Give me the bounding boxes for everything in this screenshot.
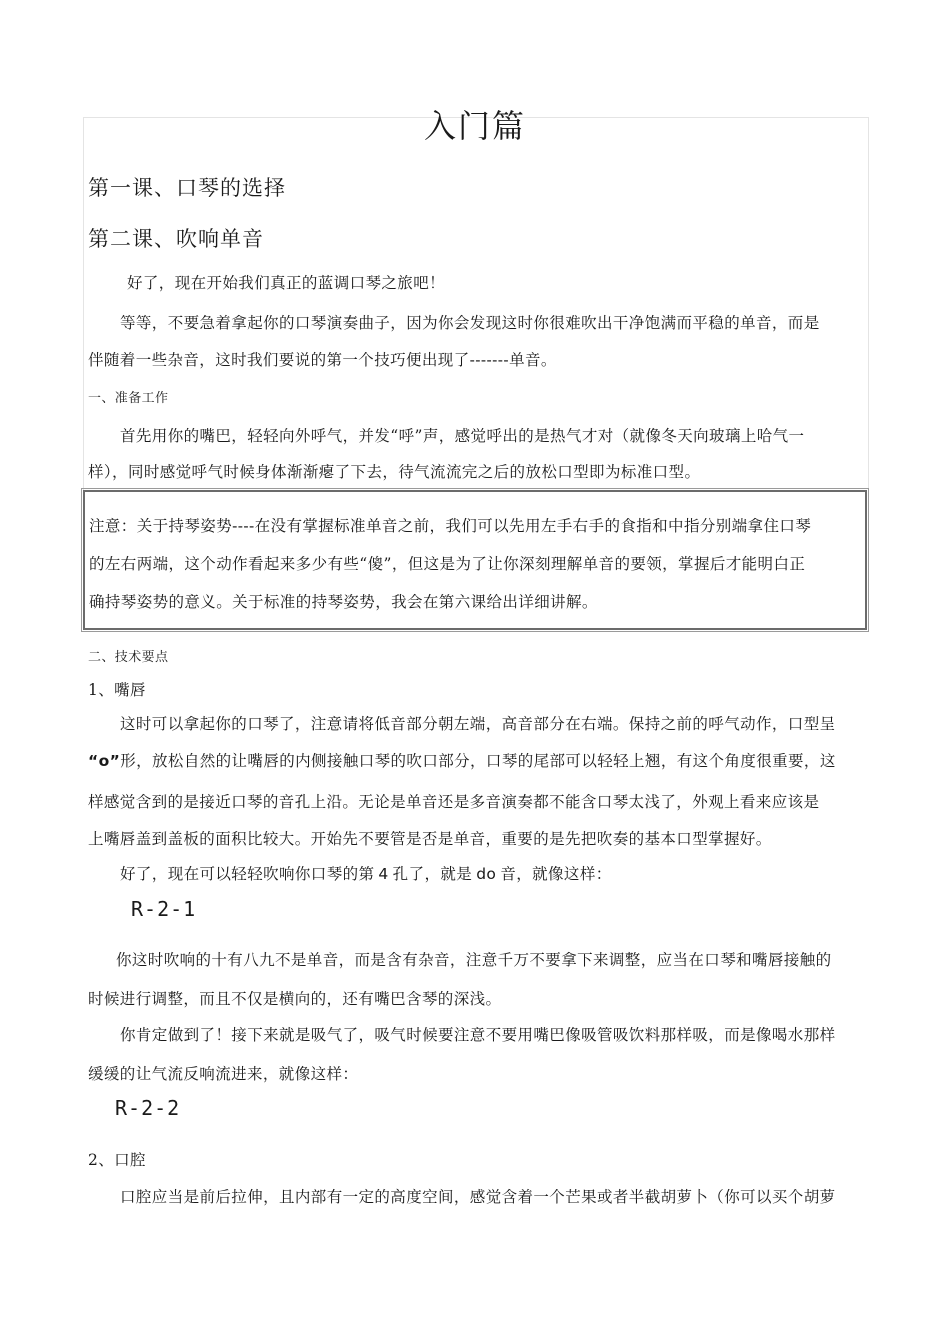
intro-line-2: 等等，不要急着拿起你的口琴演奏曲子，因为你会发现这时你很难吹出干净饱满而平稳的单音，而是 <box>120 314 820 332</box>
lips-line-2 <box>88 749 868 771</box>
draw-line-2: 缓缓的让气流反响流进来，就像这样： <box>88 1065 359 1083</box>
lesson-1-heading: 第一课、口琴的选择 <box>88 176 286 200</box>
lips-line-3: 样感觉含到的是接近口琴的音孔上沿。无论是单音还是多音演奏都不能含口琴太浅了，外观上看来应该是 <box>88 793 820 811</box>
tech-heading: 二、技术要点 <box>88 650 169 665</box>
o-shape-label: “o” <box>88 752 121 770</box>
lesson-2-heading: 第二课、吹响单音 <box>88 227 264 251</box>
prep-heading: 一、准备工作 <box>88 391 169 406</box>
tab-notation-draw: R-2-2 <box>115 1096 181 1120</box>
mouth-line-1: 口腔应当是前后拉伸，且内部有一定的高度空间，感觉含着一个芒果或者半截胡萝卜（你可以买个胡萝 <box>120 1188 836 1206</box>
tab-notation-blow: R-2-1 <box>131 897 197 921</box>
noise-line-1: 你这时吹响的十有八九不是单音，而是含有杂音，注意千万不要拿下来调整，应当在口琴和嘴唇接触的 <box>116 951 832 969</box>
note-box <box>83 490 867 630</box>
intro-line-1: 好了，现在开始我们真正的蓝调口琴之旅吧！ <box>127 274 446 292</box>
prep-line-2: 样），同时感觉呼气时候身体渐渐瘪了下去，待气流流完之后的放松口型即为标准口型。 <box>88 463 701 481</box>
lips-line-1: 这时可以拿起你的口琴了，注意请将低音部分朝左端，高音部分在右端。保持之前的呼气动作，口型呈 <box>120 715 836 733</box>
draw-line-1: 你肯定做到了！接下来就是吸气了，吸气时候要注意不要用嘴巴像吸管吸饮料那样吸，而是像喝水那样 <box>120 1026 836 1044</box>
lips-line-2-text: 形，放松自然的让嘴唇的内侧接触口琴的吹口部分，口琴的尾部可以轻轻上翘，有这个角度很重要，这 <box>120 752 836 770</box>
lips-line-4: 上嘴唇盖到盖板的面积比较大。开始先不要管是否是单音，重要的是先把吹奏的基本口型掌握好。 <box>88 830 772 848</box>
note-line-2: 的左右两端，这个动作看起来多少有些“傻”，但这是为了让你深刻理解单音的要领，掌握后才能明白正 <box>89 555 806 573</box>
page-title: 入门篇 <box>423 107 526 145</box>
blow-line: 好了，现在可以轻轻吹响你口琴的第 4 孔了，就是 do 音，就像这样： <box>120 865 612 883</box>
prep-line-1: 首先用你的嘴巴，轻轻向外呼气，并发“呼”声，感觉呼出的是热气才对（就像冬天向玻璃上哈气一 <box>120 427 805 445</box>
mouth-heading: 2、口腔 <box>88 1151 146 1169</box>
intro-line-3: 伴随着一些杂音，这时我们要说的第一个技巧便出现了-------单音。 <box>88 351 557 369</box>
lips-heading: 1、嘴唇 <box>88 681 146 699</box>
note-line-3: 确持琴姿势的意义。关于标准的持琴姿势，我会在第六课给出详细讲解。 <box>89 593 598 611</box>
note-line-1: 注意：关于持琴姿势----在没有掌握标准单音之前，我们可以先用左手右手的食指和中指分别端拿住口琴 <box>89 517 812 535</box>
noise-line-2: 时候进行调整，而且不仅是横向的，还有嘴巴含琴的深浅。 <box>88 990 502 1008</box>
